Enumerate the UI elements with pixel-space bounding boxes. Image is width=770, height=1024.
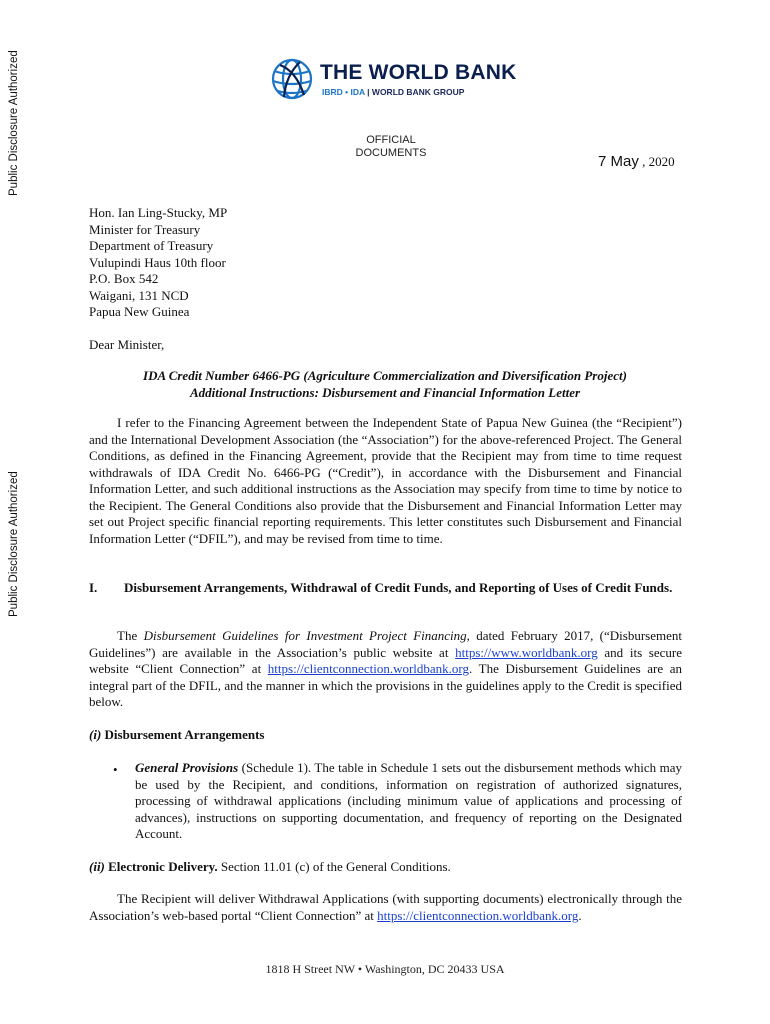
world-bank-logo [270,57,517,115]
globe-icon [270,57,314,101]
subsection-disbursement-arrangements: (i) Disbursement Arrangements [89,727,265,742]
bullet-general-provisions: General Provisions (Schedule 1). The table in Schedule 1 sets out the disbursement methods which may be used by the Recipient, and conditions, information on registration of authorized signatures, processing of withdrawal applications (including minimum value of applications and processing of advances), instructions on supporting documentation, and frequency of reporting on the Designated Account. [135,760,682,841]
address-line: Waigani, 131 NCD [89,287,189,303]
address-line: Hon. Ian Ling-Stucky, MP [89,205,228,220]
address-line: P.O. Box 542 [89,271,159,286]
subsection-electronic-delivery: (ii) Electronic Delivery. Section 11.01 (c) of the General Conditions. [89,859,451,874]
worldbank-link[interactable]: https://www.worldbank.org [455,644,598,660]
paragraph-guidelines: The Disbursement Guidelines for Investment Project Financing, dated February 2017, (“Disbursement Guidelines”) are available in the Association’s public website at https://www.worldbank.org and its secure website “Client Connection” at https://clientconnection.worldbank.org. The Disbursement Guidelines are an integral part of the DFIL, and the manner in which the provisions in the guidelines apply to the Credit is specified below. [89,628,682,709]
paragraph-intro: I refer to the Financing Agreement between the Independent State of Papua New Guinea (the “Recipient”) and the International Development Association (the “Association”) for the above-referenced Project. The General Conditions, as defined in the Financing Agreement, provide that the Recipient may from time to time request withdrawals of IDA Credit No. 6466-PG (“Credit”), in accordance with the Disbursement and Financial Information Letter, and such additional instructions as the Association may specify from time to time by notice to the Recipient. The General Conditions also provide that the Disbursement and Financial Information Letter may set out Project specific financial reporting requirements. This letter constitutes such Disbursement and Financial Information Letter (“DFIL”), and may be revised from time to time. [89,415,682,546]
section-title: Disbursement Arrangements, Withdrawal of Credit Funds, and Reporting of Uses of Credit Funds. [124,580,673,595]
address-line: Vulupindi Haus 10th floor [89,254,226,270]
bullet-icon: • [113,762,118,777]
recipient-address [89,205,227,321]
address-line: Papua New Guinea [89,304,190,319]
section-number: I. [89,580,98,595]
client-connection-link[interactable]: https://clientconnection.worldbank.org [267,661,470,676]
address-line: Department of Treasury [89,238,214,253]
logo-subtitle: IBRD • IDA | WORLD BANK GROUP [322,87,465,97]
footer-address: 1818 H Street NW • Washington, DC 20433 USA [265,962,505,976]
official-documents-stamp: OFFICIAL DOCUMENTS [355,134,427,159]
letter-date: 7 May , 2020 [598,153,675,170]
paragraph-electronic-delivery: The Recipient will deliver Withdrawal Applications (with supporting documents) electronically through the Association’s web-based portal “Client Connection” at https://clientconnection.worldbank.org. [89,891,682,923]
address-line: Minister for Treasury [89,221,201,237]
client-connection-link-2[interactable]: https://clientconnection.worldbank.org [377,907,579,923]
logo-name: THE WORLD BANK [320,61,517,84]
salutation: Dear Minister, [89,337,165,352]
subject-heading: IDA Credit Number 6466-PG (Agriculture Commercialization and Diversification Project) Additional Instructions: Disbursement and Financial Information Letter [143,368,627,400]
